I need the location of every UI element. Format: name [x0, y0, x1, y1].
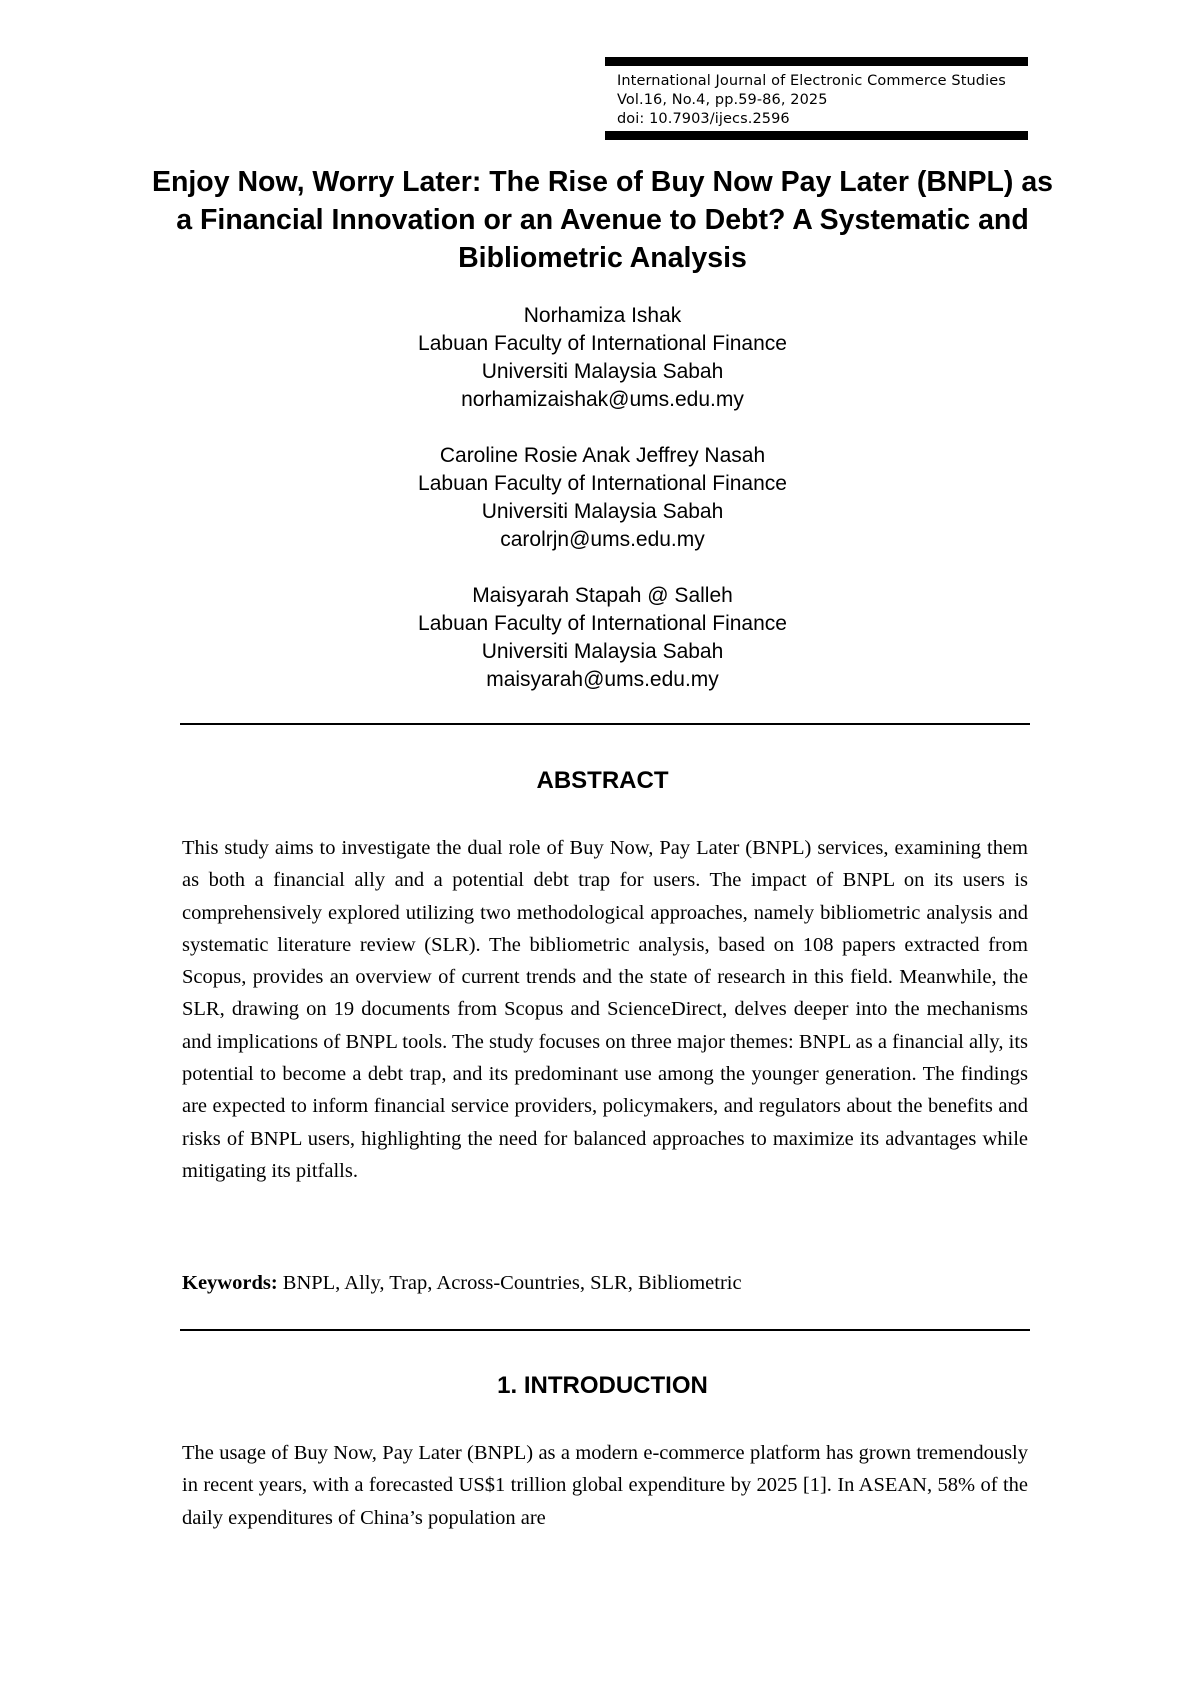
keywords-label: Keywords:: [182, 1272, 278, 1294]
introduction-text: The usage of Buy Now, Pay Later (BNPL) as a modern e-commerce platform has grown tremendously in recent years, with a forecasted US$1 trillion global expenditure by 2025 [1]. In ASEAN, 58% of the daily expenditures of China’s population are: [182, 1442, 1028, 1529]
journal-header-bottom-rule: [605, 131, 1028, 140]
author-email: carolrjn@ums.edu.my: [500, 528, 705, 551]
author-email: maisyarah@ums.edu.my: [486, 668, 719, 691]
author-faculty: Labuan Faculty of International Finance: [418, 472, 787, 495]
section-divider: [180, 1329, 1030, 1331]
author-block: [150, 582, 1055, 694]
author-name: Maisyarah Stapah @ Salleh: [472, 584, 733, 607]
introduction-heading: 1. INTRODUCTION: [497, 1372, 708, 1399]
keywords-list: BNPL, Ally, Trap, Across-Countries, SLR, Bibliometric: [282, 1272, 742, 1294]
journal-header-top-rule: [605, 57, 1028, 66]
author-block: [150, 302, 1055, 414]
author-university: Universiti Malaysia Sabah: [481, 360, 724, 383]
author-university: Universiti Malaysia Sabah: [481, 640, 724, 663]
author-email: norhamizaishak@ums.edu.my: [461, 388, 744, 411]
journal-name: International Journal of Electronic Commerce Studies: [617, 73, 1006, 89]
author-name: Norhamiza Ishak: [523, 304, 682, 327]
journal-doi: doi: 10.7903/ijecs.2596: [617, 111, 790, 127]
abstract-heading: ABSTRACT: [536, 767, 669, 794]
author-faculty: Labuan Faculty of International Finance: [418, 612, 787, 635]
author-university: Universiti Malaysia Sabah: [481, 500, 724, 523]
journal-header: [605, 57, 1028, 140]
keywords: [182, 1267, 1028, 1299]
journal-volume-pages: Vol.16, No.4, pp.59-86, 2025: [617, 92, 828, 108]
section-divider: [180, 723, 1030, 725]
author-block: [150, 442, 1055, 554]
author-list: [150, 302, 1055, 722]
paper-title: Enjoy Now, Worry Later: The Rise of Buy Now Pay Later (BNPL) as a Financial Innovation or an Avenue to Debt? A Systematic and Bibliometric Analysis: [151, 166, 1054, 274]
abstract-text: This study aims to investigate the dual role of Buy Now, Pay Later (BNPL) services, examining them as both a financial ally and a potential debt trap for users. The impact of BNPL on its users is comprehensively explored utilizing two methodological approaches, namely bibliometric analysis and systematic literature review (SLR). The bibliometric analysis, based on 108 papers extracted from Scopus, provides an overview of current trends and the state of research in this field. Meanwhile, the SLR, drawing on 19 documents from Scopus and ScienceDirect, delves deeper into the mechanisms and implications of BNPL tools. The study focuses on three major themes: BNPL as a financial ally, its potential to become a debt trap, and its predominant use among the younger generation. The findings are expected to inform financial service providers, policymakers, and regulators about the benefits and risks of BNPL users, highlighting the need for balanced approaches to maximize its advantages while mitigating its pitfalls.: [182, 837, 1028, 1182]
author-name: Caroline Rosie Anak Jeffrey Nasah: [439, 444, 766, 467]
author-faculty: Labuan Faculty of International Finance: [418, 332, 787, 355]
